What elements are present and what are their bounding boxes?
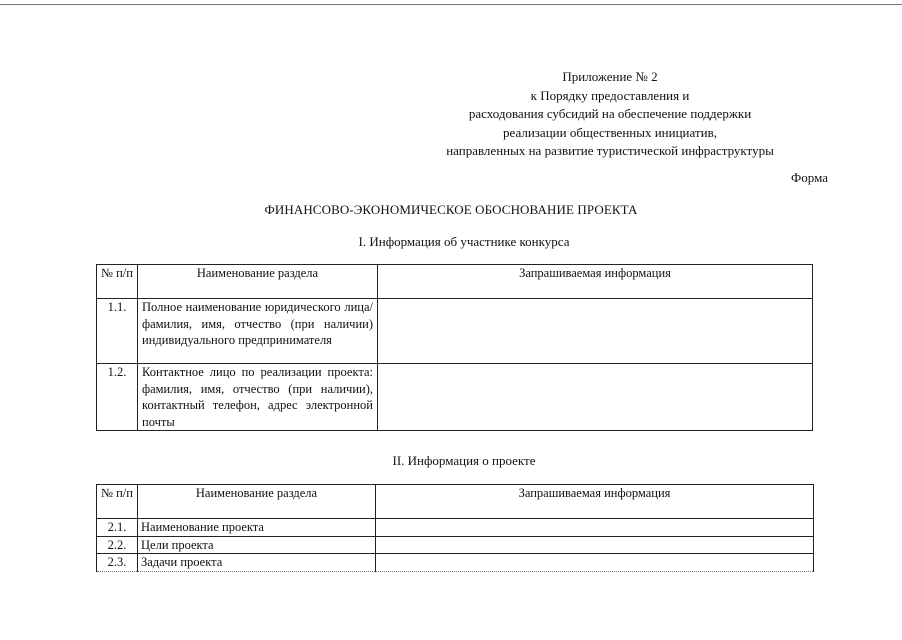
- project-info-table: [96, 484, 814, 572]
- row-section-name: Наименование проекта: [138, 519, 376, 537]
- appendix-line: расходования субсидий на обеспечение поддержки: [468, 106, 752, 121]
- participant-info-table: [96, 264, 813, 431]
- column-header-section-name: Наименование раздела: [138, 485, 376, 519]
- row-info-field[interactable]: [376, 554, 814, 572]
- column-header-number: № п/п: [97, 485, 138, 519]
- table-row: [97, 364, 813, 431]
- document-title: ФИНАНСОВО-ЭКОНОМИЧЕСКОЕ ОБОСНОВАНИЕ ПРОЕКТА: [264, 202, 638, 217]
- table-row: [97, 519, 814, 537]
- row-section-name: Цели проекта: [138, 536, 376, 554]
- row-number: 1.2.: [97, 364, 138, 431]
- table-row: [97, 299, 813, 364]
- appendix-line: реализации общественных инициатив,: [503, 124, 717, 140]
- scan-top-edge: [0, 0, 902, 5]
- row-info-field[interactable]: [376, 536, 814, 554]
- table-row: [97, 554, 814, 572]
- table-row: [97, 536, 814, 554]
- row-info-field[interactable]: [376, 519, 814, 537]
- row-number: 2.2.: [97, 536, 138, 554]
- row-number: 2.3.: [97, 554, 138, 572]
- column-header-requested-info: Запрашиваемая информация: [376, 485, 814, 519]
- section2-title: II. Информация о проекте: [392, 453, 536, 468]
- appendix-line: направленных на развитие туристической инфраструктуры: [446, 143, 774, 158]
- row-section-name: Полное наименование юридического лица/фамилия, имя, отчество (при наличии) индивидуального предпринимателя: [138, 299, 378, 364]
- appendix-line: к Порядку предоставления и: [530, 87, 690, 103]
- row-section-name: Задачи проекта: [138, 554, 376, 572]
- row-number: 1.1.: [97, 299, 138, 364]
- row-section-name: Контактное лицо по реализации проекта: фамилия, имя, отчество (при наличии), контактный телефон, адрес электронной почты: [138, 364, 378, 431]
- form-label: Форма: [791, 170, 828, 185]
- row-info-field[interactable]: [378, 299, 813, 364]
- table-header-row: [97, 485, 814, 519]
- section1-title: I. Информация об участнике конкурса: [358, 234, 570, 249]
- row-number: 2.1.: [97, 519, 138, 537]
- row-info-field[interactable]: [378, 364, 813, 431]
- table-header-row: [97, 265, 813, 299]
- appendix-number: Приложение № 2: [562, 69, 658, 84]
- column-header-number: № п/п: [97, 265, 138, 299]
- column-header-requested-info: Запрашиваемая информация: [378, 265, 813, 299]
- appendix-header: [410, 68, 810, 161]
- column-header-section-name: Наименование раздела: [138, 265, 378, 299]
